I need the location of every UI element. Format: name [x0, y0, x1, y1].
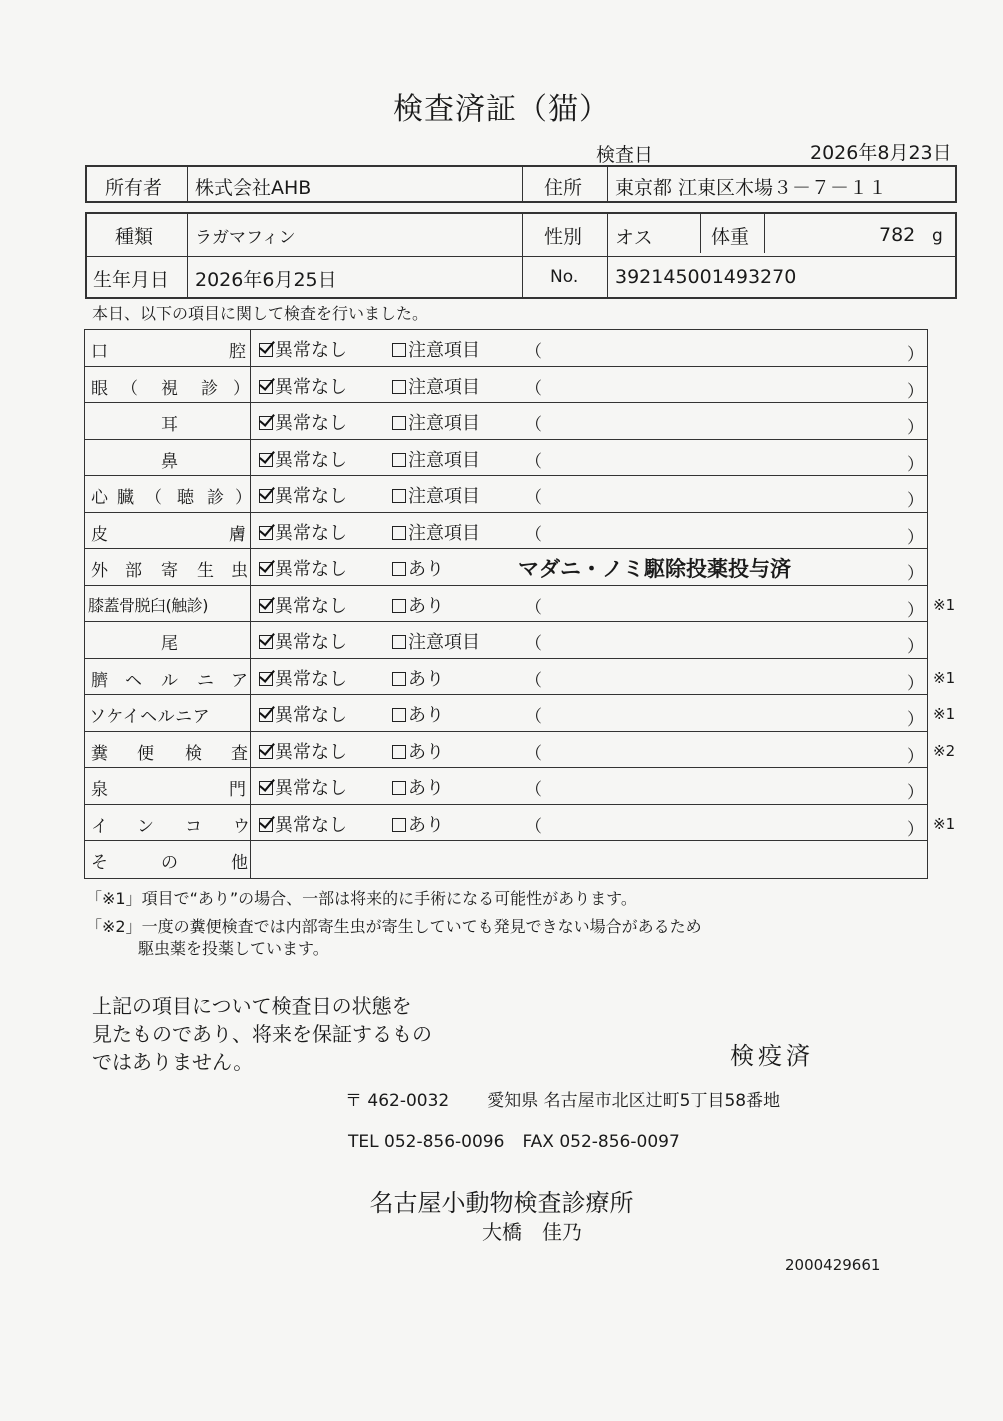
alt-checkbox[interactable] — [392, 519, 480, 545]
table-row — [85, 476, 927, 513]
serial-number: 2000429661 — [785, 1256, 881, 1274]
breed-value: ラガマフィン — [195, 228, 296, 248]
empty-box-icon — [392, 526, 406, 540]
alt-label: 注意項目 — [408, 340, 480, 361]
item-char: ニ — [197, 670, 214, 691]
table-row — [85, 586, 956, 623]
alt-checkbox[interactable] — [392, 446, 480, 472]
exam-date-label: 検査日 — [596, 144, 654, 166]
note-mark: ※2 — [933, 741, 956, 760]
checked-box-icon — [259, 380, 273, 394]
paren-open: （ — [525, 378, 542, 399]
item-char: 口 — [91, 342, 108, 362]
ok-label: 異常なし — [275, 814, 347, 836]
alt-checkbox[interactable] — [392, 336, 480, 362]
alt-checkbox[interactable] — [392, 482, 480, 508]
breed-label: 種類 — [115, 226, 154, 248]
item-char: ） — [233, 378, 250, 399]
checked-box-icon — [259, 453, 273, 467]
table-row — [85, 805, 956, 842]
disclaimer — [92, 992, 432, 1076]
item-char: 診 — [207, 488, 224, 508]
weight-unit: g — [932, 226, 943, 246]
item-char: 他 — [231, 853, 248, 873]
alt-label: あり — [408, 705, 444, 726]
item-char: ウ — [233, 816, 250, 837]
paren-open: （ — [525, 488, 542, 508]
empty-box-icon — [392, 708, 406, 722]
note-mark: ※1 — [933, 595, 956, 614]
ok-checkbox[interactable] — [259, 774, 347, 800]
paren-open: （ — [525, 597, 542, 618]
checked-box-icon — [259, 489, 273, 503]
clinic-name: 名古屋小動物検査診療所 — [369, 1189, 634, 1217]
paren-close: ） — [907, 345, 924, 365]
street-address: 愛知県 名古屋市北区辻町5丁目58番地 — [487, 1091, 781, 1111]
fax-number: FAX 052-856-0097 — [522, 1132, 680, 1152]
alt-label: あり — [408, 814, 444, 836]
checked-box-icon — [259, 672, 273, 686]
note-mark: ※1 — [933, 668, 956, 687]
checked-box-icon — [259, 781, 273, 795]
paren-close: ） — [907, 637, 924, 657]
item-char: 部 — [125, 561, 142, 581]
item-char: 糞 — [91, 743, 108, 764]
item-char: の — [161, 853, 178, 873]
paren-close: ） — [907, 381, 924, 402]
empty-box-icon — [392, 781, 406, 795]
item-char: 診 — [201, 378, 218, 399]
item-char: イ — [91, 816, 108, 837]
veterinarian-name: 大橋 佳乃 — [482, 1220, 582, 1244]
item-char: 鼻 — [161, 451, 178, 472]
item-char: 査 — [231, 743, 248, 764]
item-char: 視 — [161, 378, 178, 399]
item-char: ソケイヘルニア — [89, 707, 211, 727]
alt-checkbox[interactable] — [392, 592, 444, 618]
paren-close: ） — [907, 418, 924, 438]
item-label — [85, 695, 251, 731]
paren-open: （ — [525, 342, 542, 362]
quarantine-seal: 検疫済 — [730, 1042, 814, 1070]
ok-label: 異常なし — [275, 778, 347, 799]
item-label — [85, 768, 251, 804]
item-char: 臓 — [117, 488, 134, 508]
alt-checkbox[interactable] — [392, 555, 444, 581]
alt-label: あり — [408, 595, 444, 617]
alt-label: あり — [408, 741, 444, 763]
ok-checkbox[interactable] — [259, 701, 347, 727]
alt-checkbox[interactable] — [392, 409, 480, 435]
ok-label: 異常なし — [275, 486, 347, 507]
item-char: 便 — [137, 743, 154, 764]
address-label: 住所 — [544, 177, 583, 199]
disclaimer-line: 見たものであり、将来を保証するもの — [92, 1022, 432, 1046]
ok-label: 異常なし — [275, 632, 347, 653]
paren-close: ） — [907, 746, 924, 767]
paren-open: （ — [525, 780, 542, 800]
alt-checkbox[interactable] — [392, 701, 444, 727]
paren-close: ） — [907, 491, 924, 511]
item-char: 検 — [185, 743, 202, 764]
item-label — [85, 367, 251, 403]
item-label — [85, 513, 251, 549]
ok-checkbox[interactable] — [259, 409, 347, 435]
ok-checkbox[interactable] — [259, 519, 347, 545]
empty-box-icon — [392, 818, 406, 832]
alt-checkbox[interactable] — [392, 373, 480, 399]
note-mark: ※1 — [933, 705, 956, 723]
ok-label: 異常なし — [275, 668, 347, 690]
empty-box-icon — [392, 745, 406, 759]
item-char: ） — [235, 488, 252, 508]
paren-close: ） — [907, 673, 924, 694]
exam-date: 2026年8月23日 — [810, 142, 952, 164]
footnote-2-cont: 駆虫薬を投薬しています。 — [138, 939, 329, 958]
item-char: そ — [91, 853, 108, 873]
paren-close: ） — [907, 600, 924, 621]
item-label — [85, 476, 251, 512]
empty-box-icon — [392, 635, 406, 649]
table-row — [85, 659, 956, 696]
paren-close: ） — [907, 710, 924, 730]
item-char: ア — [231, 670, 248, 691]
empty-box-icon — [392, 562, 406, 576]
paren-close: ） — [907, 564, 924, 584]
address-value: 東京都 江東区木場３－７－１１ — [615, 177, 888, 199]
paren-close: ） — [907, 527, 924, 548]
empty-box-icon — [392, 343, 406, 357]
checked-box-icon — [259, 343, 273, 357]
item-char: 寄 — [161, 561, 178, 581]
ok-label: 異常なし — [275, 376, 347, 398]
table-row — [85, 403, 927, 440]
item-char: ル — [161, 670, 178, 691]
ok-checkbox[interactable] — [259, 446, 347, 472]
ok-checkbox[interactable] — [259, 555, 347, 581]
item-char: コ — [185, 816, 202, 837]
alt-label: 注意項目 — [408, 376, 480, 398]
checked-box-icon — [259, 635, 273, 649]
item-label — [85, 732, 251, 768]
item-char: 腔 — [229, 342, 246, 362]
ok-label: 異常なし — [275, 595, 347, 617]
ok-checkbox[interactable] — [259, 628, 347, 654]
ok-checkbox[interactable] — [259, 482, 347, 508]
alt-label: 注意項目 — [408, 413, 480, 434]
alt-checkbox[interactable] — [392, 628, 480, 654]
item-char: 門 — [229, 780, 246, 800]
ok-label: 異常なし — [275, 705, 347, 726]
empty-box-icon — [392, 416, 406, 430]
empty-box-icon — [392, 489, 406, 503]
checked-box-icon — [259, 818, 273, 832]
checked-box-icon — [259, 599, 273, 613]
intro-text: 本日、以下の項目に関して検査を行いました。 — [92, 304, 429, 323]
paren-open: （ — [525, 415, 542, 435]
paren-close: ） — [907, 783, 924, 803]
ok-label: 異常なし — [275, 559, 347, 580]
weight-label: 体重 — [711, 226, 750, 248]
empty-box-icon — [392, 453, 406, 467]
alt-label: 注意項目 — [408, 486, 480, 507]
paren-open: （ — [525, 451, 542, 472]
alt-label: 注意項目 — [408, 449, 480, 471]
table-row — [85, 367, 927, 404]
table-row — [85, 768, 927, 805]
sex-label: 性別 — [544, 226, 583, 248]
ok-label: 異常なし — [275, 741, 347, 763]
item-char: 泉 — [91, 780, 108, 800]
disclaimer-line: 上記の項目について検査日の状態を — [92, 994, 412, 1018]
item-label — [85, 440, 251, 476]
checked-box-icon — [259, 562, 273, 576]
empty-box-icon — [392, 380, 406, 394]
document-title: 検査済証（猫） — [393, 92, 610, 127]
item-char: （ — [145, 488, 162, 508]
ok-checkbox[interactable] — [259, 373, 347, 399]
ok-checkbox[interactable] — [259, 336, 347, 362]
checked-box-icon — [259, 416, 273, 430]
ok-label: 異常なし — [275, 340, 347, 361]
empty-box-icon — [392, 599, 406, 613]
paren-open: （ — [525, 634, 542, 654]
checked-box-icon — [259, 708, 273, 722]
table-row — [85, 622, 927, 659]
clinic-address — [345, 1086, 780, 1111]
item-char: 尾 — [161, 634, 178, 654]
item-char: 虫 — [231, 561, 248, 581]
ok-checkbox[interactable] — [259, 592, 347, 618]
owner-value: 株式会社AHB — [195, 177, 312, 199]
item-label — [85, 659, 251, 695]
item-char: 臍 — [91, 670, 108, 691]
disclaimer-line: ではありません。 — [92, 1050, 254, 1074]
table-row — [85, 330, 927, 367]
alt-label: あり — [408, 668, 444, 690]
table-row — [85, 695, 956, 732]
paren-close: ） — [907, 819, 924, 840]
owner-box — [85, 165, 957, 203]
ok-label: 異常なし — [275, 413, 347, 434]
table-row — [85, 440, 927, 477]
pet-info-box — [85, 212, 957, 299]
paren-open: （ — [525, 670, 542, 691]
inspection-table — [84, 329, 956, 879]
item-label — [85, 841, 251, 878]
item-char: 眼 — [91, 378, 108, 399]
alt-checkbox[interactable] — [392, 811, 444, 837]
empty-box-icon — [392, 672, 406, 686]
phone-number: TEL 052-856-0096 — [348, 1132, 505, 1152]
item-label — [85, 586, 251, 622]
postal-code: 〒 462-0032 — [345, 1091, 450, 1111]
birth-value: 2026年6月25日 — [195, 269, 337, 291]
paren-close: ） — [907, 454, 924, 475]
table-row — [85, 549, 927, 586]
birth-label: 生年月日 — [93, 269, 170, 291]
item-char: 皮 — [91, 524, 108, 545]
parasite-note: マダニ・ノミ駆除投薬投与済 — [518, 557, 791, 581]
item-label — [85, 330, 251, 366]
ok-checkbox[interactable] — [259, 811, 347, 837]
alt-label: 注意項目 — [408, 522, 480, 544]
ok-label: 異常なし — [275, 522, 347, 544]
paren-open: （ — [525, 707, 542, 727]
item-char: 生 — [197, 561, 214, 581]
no-value: 392145001493270 — [615, 266, 797, 288]
footnote-1: 「※1」項目で“あり”の場合、一部は将来的に手術になる可能性があります。 — [86, 889, 637, 908]
table-row — [85, 841, 927, 878]
alt-checkbox[interactable] — [392, 738, 444, 764]
item-char: 膚 — [229, 524, 246, 545]
checked-box-icon — [259, 745, 273, 759]
table-row — [85, 732, 956, 769]
item-char: 耳 — [161, 415, 178, 435]
no-label: No. — [550, 267, 579, 287]
item-label — [85, 622, 251, 658]
owner-label: 所有者 — [105, 177, 163, 199]
paren-open: （ — [525, 524, 542, 545]
alt-label: 注意項目 — [408, 632, 480, 653]
paren-open: （ — [525, 743, 542, 764]
item-char: 膝蓋骨脱臼(触診) — [88, 595, 208, 615]
alt-checkbox[interactable] — [392, 665, 444, 691]
item-label — [85, 403, 251, 439]
clinic-contact — [348, 1132, 680, 1152]
paren-open: （ — [525, 816, 542, 837]
item-char: ン — [137, 816, 154, 837]
alt-checkbox[interactable] — [392, 774, 444, 800]
alt-label: あり — [408, 778, 444, 799]
item-char: 聴 — [177, 488, 194, 508]
item-label — [85, 549, 251, 585]
ok-label: 異常なし — [275, 449, 347, 471]
table-row — [85, 513, 927, 550]
item-char: 外 — [91, 561, 108, 581]
footnote-2: 「※2」一度の糞便検査では内部寄生虫が寄生していても発見できない場合があるため — [86, 917, 702, 936]
sex-value: オス — [615, 227, 653, 249]
checked-box-icon — [259, 526, 273, 540]
item-char: ヘ — [125, 670, 142, 691]
weight-value: 782 — [879, 224, 916, 246]
ok-checkbox[interactable] — [259, 665, 347, 691]
item-char: （ — [121, 378, 138, 399]
item-char: 心 — [91, 488, 108, 508]
ok-checkbox[interactable] — [259, 738, 347, 764]
note-mark: ※1 — [933, 814, 956, 833]
item-label — [85, 805, 251, 841]
alt-label: あり — [408, 559, 444, 580]
